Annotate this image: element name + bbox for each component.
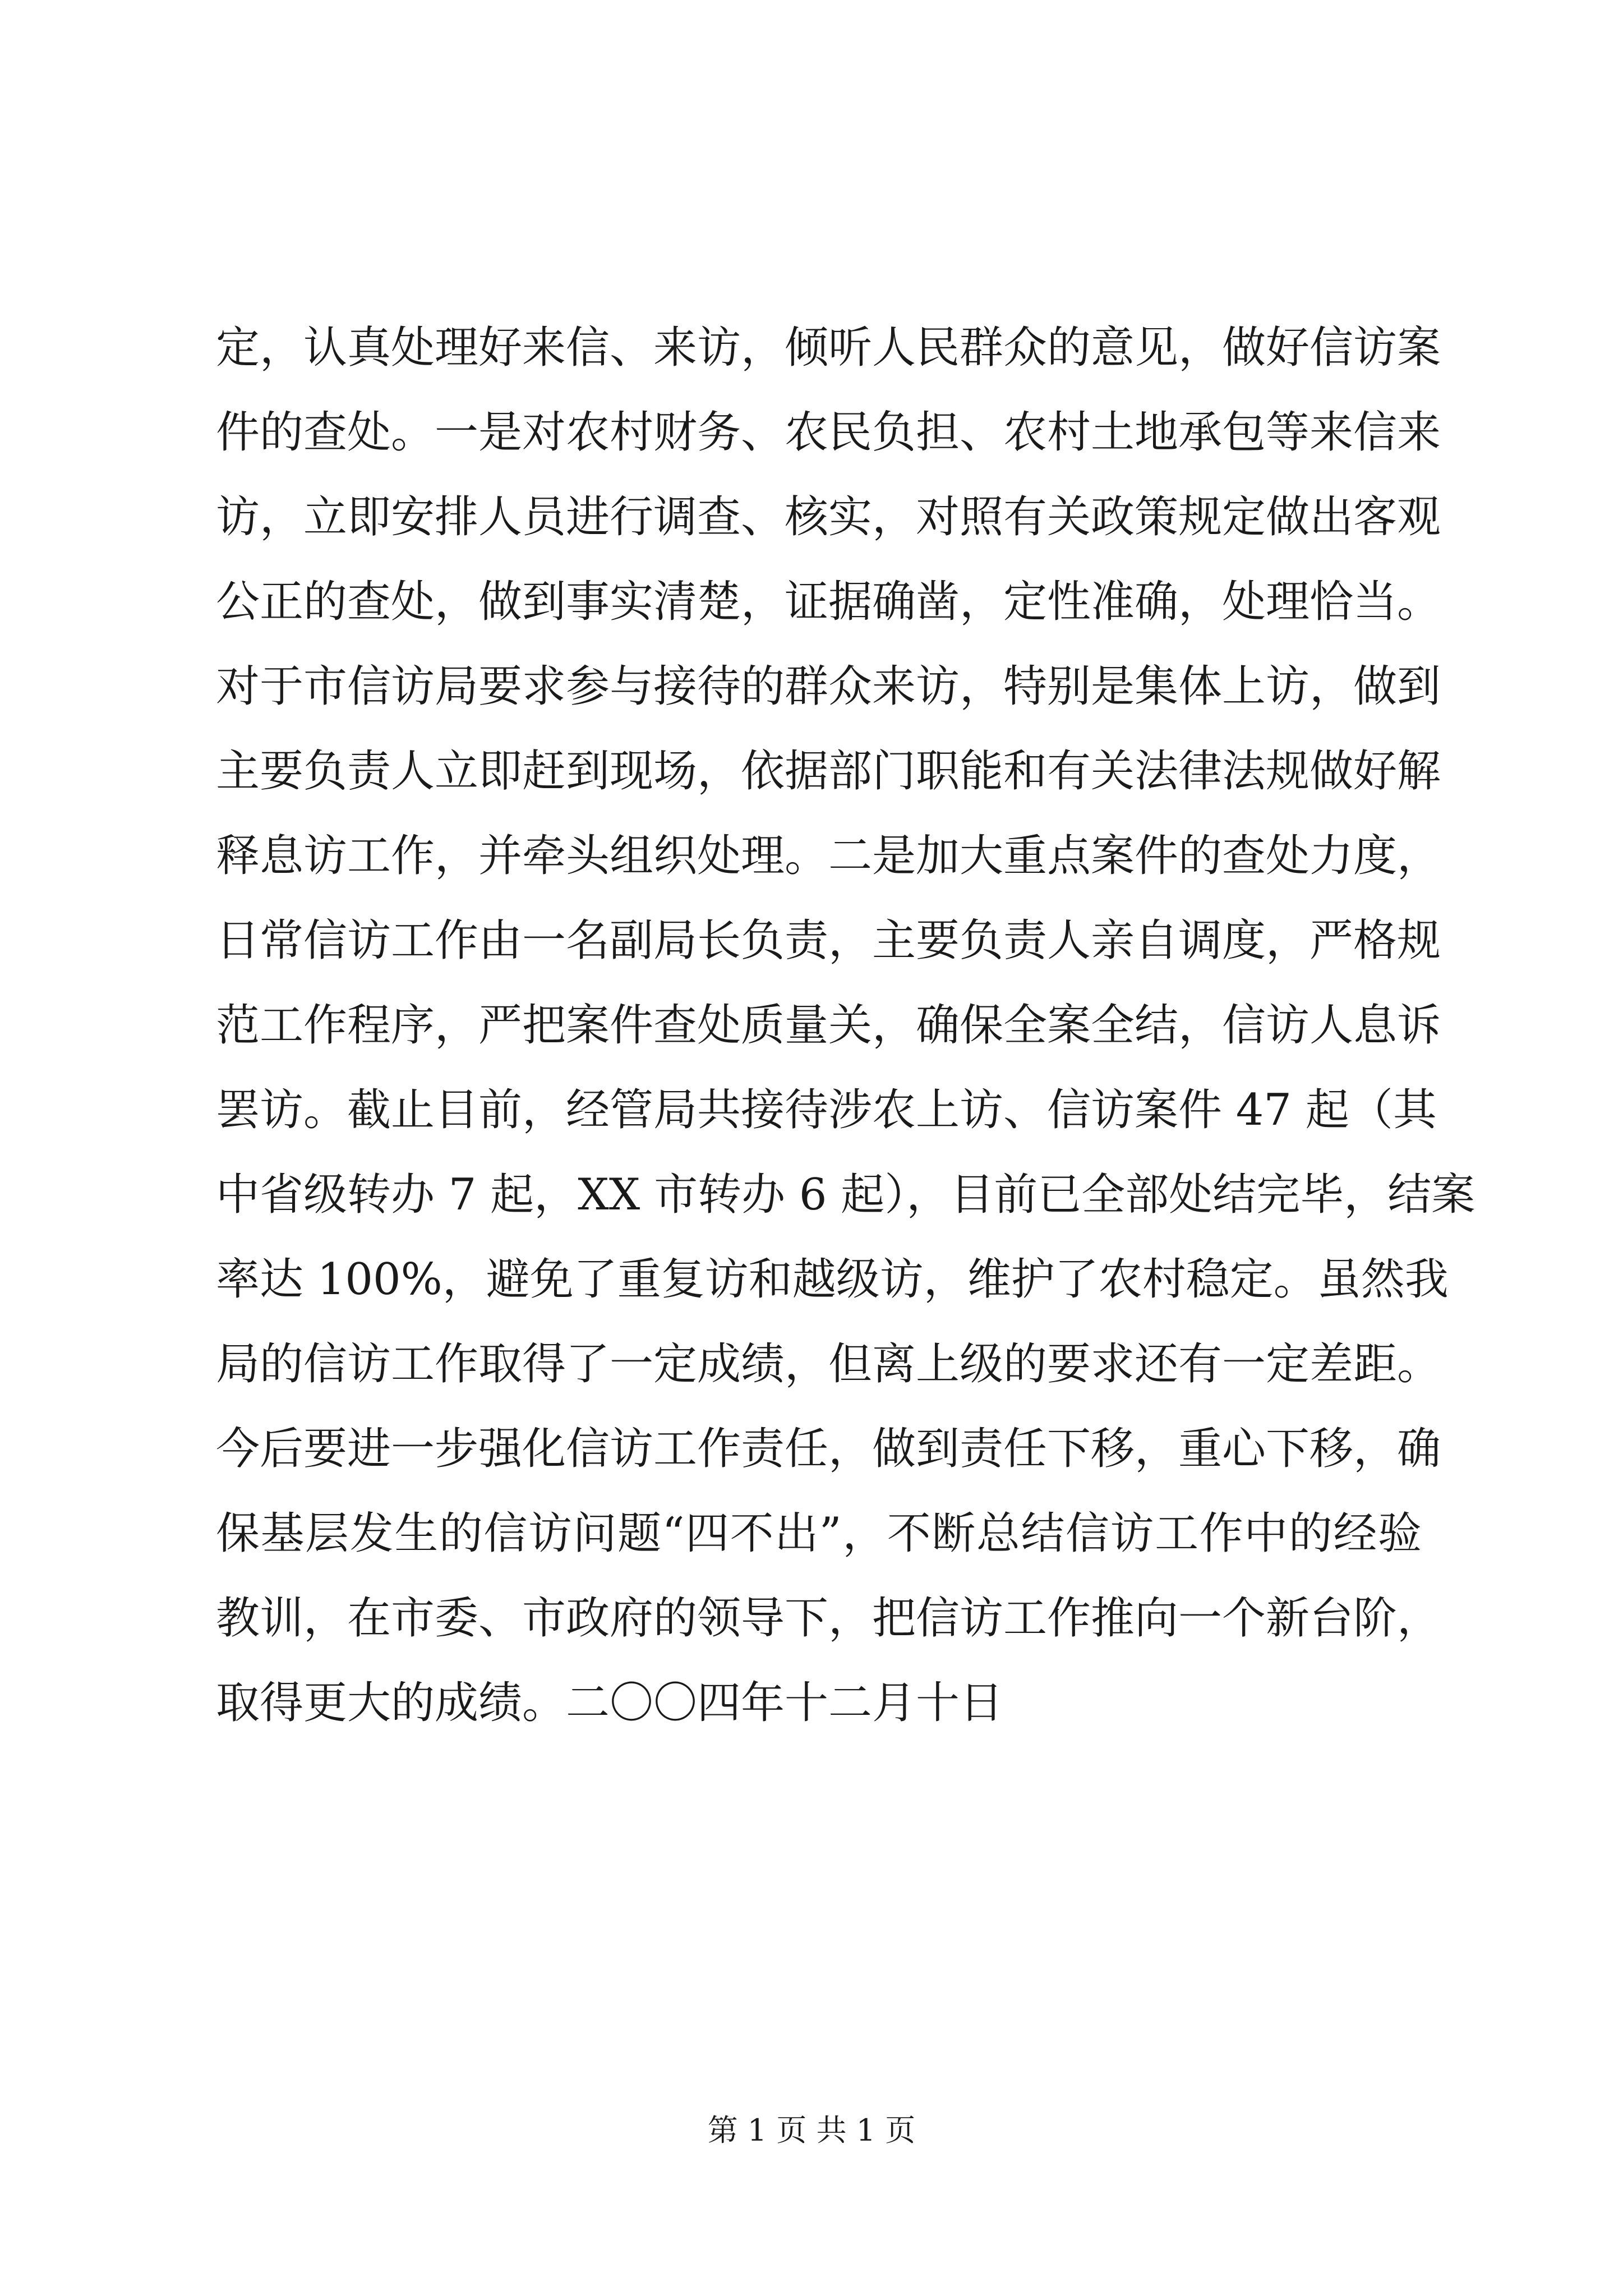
text-line: 对于市信访局要求参与接待的群众来访，特别是集体上访，做到 bbox=[216, 661, 1441, 712]
text-line: 教训，在市委、市政府的领导下，把信访工作推向一个新台阶， bbox=[216, 1593, 1441, 1644]
page-footer: 第 1 页 共 1 页 bbox=[707, 2113, 916, 2148]
text-line: 率达 100%，避免了重复访和越级访，维护了农村稳定。虽然我 bbox=[216, 1254, 1449, 1305]
text-line: 定，认真处理好来信、来访，倾听人民群众的意见，做好信访案 bbox=[216, 323, 1441, 373]
text-line: 今后要进一步强化信访工作责任，做到责任下移，重心下移，确 bbox=[216, 1424, 1441, 1474]
text-line: 罢访。截止目前，经管局共接待涉农上访、信访案件 47 起（其 bbox=[216, 1085, 1437, 1135]
body-text bbox=[216, 306, 1476, 1746]
text-line: 局的信访工作取得了一定成绩，但离上级的要求还有一定差距。 bbox=[216, 1339, 1441, 1389]
text-line: 释息访工作，并牵头组织处理。二是加大重点案件的查处力度， bbox=[216, 831, 1441, 881]
text-line: 日常信访工作由一名副局长负责，主要负责人亲自调度，严格规 bbox=[216, 915, 1441, 966]
text-line: 中省级转办 7 起，XX 市转办 6 起），目前已全部处结完毕，结案 bbox=[216, 1170, 1476, 1220]
text-line: 公正的查处，做到事实清楚，证据确凿，定性准确，处理恰当。 bbox=[216, 577, 1441, 627]
text-line: 保基层发生的信访问题“四不出”，不断总结信访工作中的经验 bbox=[216, 1508, 1422, 1559]
text-line: 件的查处。一是对农村财务、农民负担、农村土地承包等来信来 bbox=[216, 407, 1441, 458]
text-line: 取得更大的成绩。二〇〇四年十二月十日 bbox=[216, 1678, 1004, 1728]
text-line: 访，立即安排人员进行调查、核实，对照有关政策规定做出客观 bbox=[216, 492, 1441, 542]
text-line: 范工作程序，严把案件查处质量关，确保全案全结，信访人息诉 bbox=[216, 1000, 1441, 1051]
text-line: 主要负责人立即赶到现场，依据部门职能和有关法律法规做好解 bbox=[216, 746, 1441, 797]
